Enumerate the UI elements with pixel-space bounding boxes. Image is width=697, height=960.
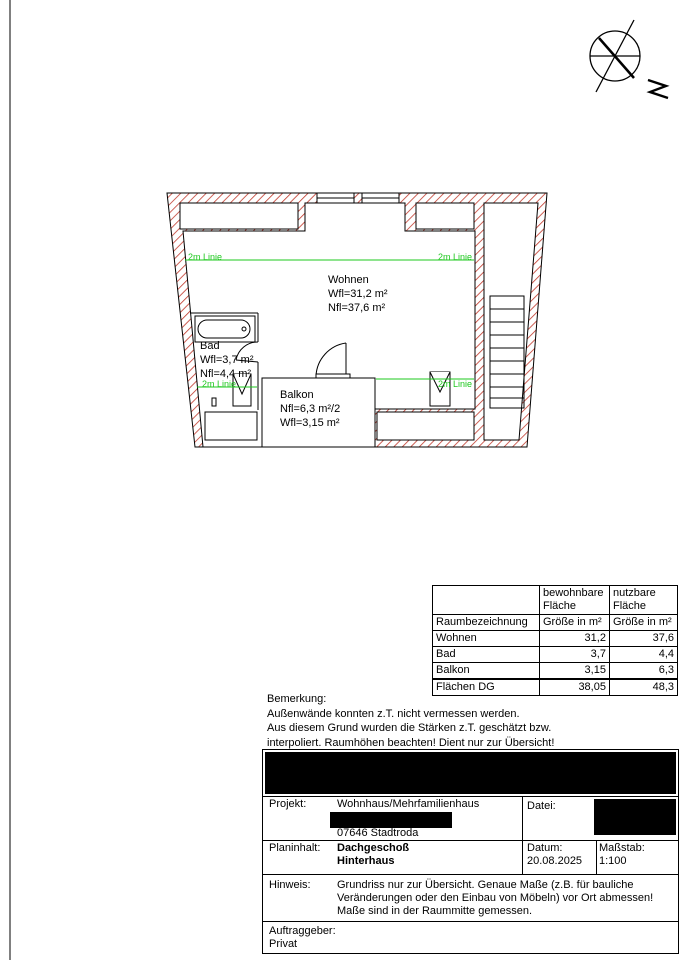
- north-arrow-icon: [590, 20, 668, 98]
- storage-bottom-mid: [377, 412, 474, 440]
- line-2m-label: 2m Linie: [188, 252, 223, 262]
- hinweis-label: Hinweis:: [269, 879, 311, 891]
- storage-top-right: [416, 203, 474, 229]
- title-block: [262, 749, 679, 954]
- table-row: Bad 3,7 4,4: [433, 647, 678, 663]
- roof-window-right: [430, 372, 450, 406]
- bathtub: [195, 316, 255, 342]
- table-subheader-nutz: Größe in m²: [609, 615, 677, 631]
- projekt-label: Projekt:: [269, 798, 307, 810]
- line-2m-label: 2m Linie: [438, 379, 473, 389]
- room-wfl-balkon: Wfl=3,15 m²: [280, 417, 340, 429]
- table-subheader-bew: Größe in m²: [540, 615, 610, 631]
- redacted-address: [330, 812, 452, 828]
- datum: Datum: 20.08.2025: [527, 842, 583, 867]
- table-header-nutz: nutzbare Fläche: [609, 586, 677, 615]
- room-wfl-wohnen: Wfl=31,2 m²: [328, 288, 388, 300]
- datei-label: Datei:: [527, 800, 556, 812]
- auftraggeber: Auftraggeber: Privat: [269, 925, 336, 950]
- remarks-line: Außenwände konnten z.T. nicht vermessen werden.: [267, 707, 520, 720]
- storage-bottom-left: [205, 412, 257, 440]
- table-row: Balkon 3,15 6,3: [433, 663, 678, 680]
- table-header-bew: bewohnbare Fläche: [540, 586, 610, 615]
- room-nfl-bad: Nfl=4,4 m²: [200, 368, 252, 380]
- hinweis-text: Grundriss nur zur Übersicht. Genaue Maße (z.B. für bauliche Veränderungen oder den Einbau von Möbeln) vor Ort abmessen! Maße sind in der Raummitte gemessen.: [337, 879, 654, 917]
- room-wfl-bad: Wfl=3,7 m²: [200, 354, 254, 366]
- area-table: [432, 585, 678, 696]
- room-name-balkon: Balkon: [280, 389, 314, 401]
- massstab: Maßstab: 1:100: [599, 842, 645, 867]
- storage-top-left: [180, 203, 298, 229]
- remarks-line: Aus diesem Grund wurden die Stärken z.T. geschätzt bzw.: [267, 722, 552, 734]
- room-name-bad: Bad: [200, 340, 220, 352]
- redacted-file: [594, 799, 676, 835]
- remarks-title: Bemerkung:: [267, 693, 327, 705]
- remarks-line: interpoliert. Raumhöhen beachten! Dient nur zur Übersicht!: [267, 736, 555, 749]
- table-row: Wohnen 31,2 37,6: [433, 631, 678, 647]
- projekt-value: Wohnhaus/Mehrfamilienhaus: [337, 798, 480, 810]
- table-total-row: Flächen DG 38,05 48,3: [433, 679, 678, 696]
- redacted-header: [265, 752, 676, 794]
- table-subheader-name: Raumbezeichnung: [433, 615, 540, 631]
- remarks: [267, 692, 687, 750]
- line-2m-label: 2m Linie: [438, 252, 473, 262]
- room-nfl-wohnen: Nfl=37,6 m²: [328, 302, 386, 314]
- table-header-empty: [433, 586, 540, 615]
- planinhalt-value: Dachgeschoß Hinterhaus: [337, 842, 410, 867]
- line-2m-label: 2m Linie: [202, 379, 237, 389]
- address-city: 07646 Stadtroda: [337, 827, 419, 839]
- room-nfl-balkon: Nfl=6,3 m²/2: [280, 403, 341, 415]
- room-name-wohnen: Wohnen: [328, 274, 369, 286]
- planinhalt-label: Planinhalt:: [269, 842, 321, 854]
